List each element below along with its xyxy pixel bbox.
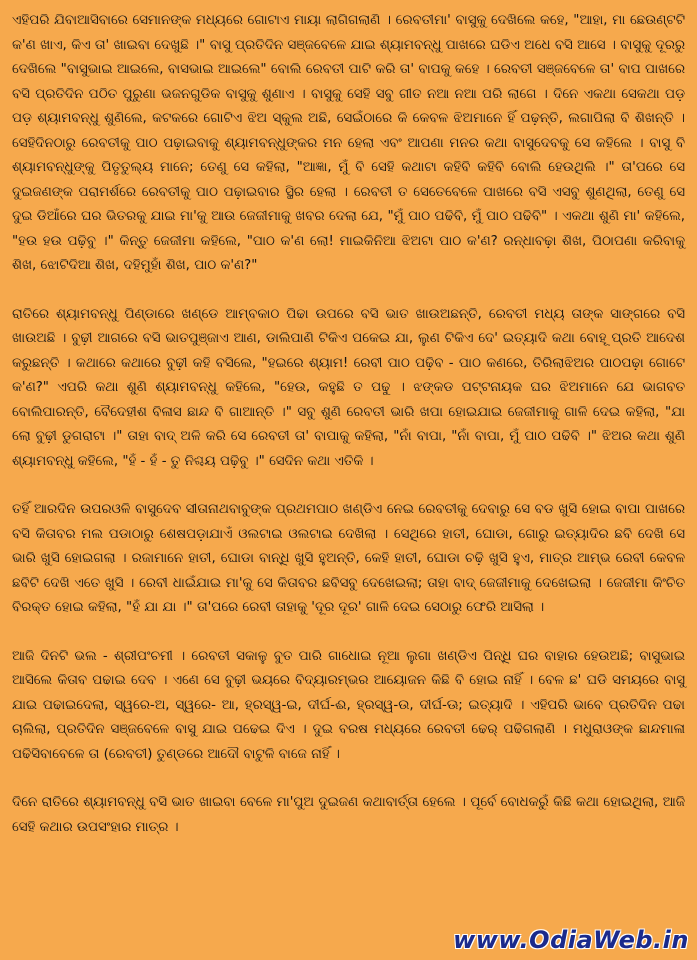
paragraph-gap [12, 474, 685, 498]
paragraph-gap [12, 767, 685, 791]
paragraph-2: ରାତିରେ ଶ୍ୟାମବନ୍ଧୁ ପିଣ୍ଡାରେ ଖଣ୍ଡେ ଆମ୍ବକାଠ ପିଢା ଉପରେ ବସି ଭାତ ଖାଉଅଛନ୍ତି, ରେବତୀ ମଧ୍ୟ ତାଙ୍କ ସାଙ୍ଗରେ ବସି ଖାଉଅଛି । ବୁଢ଼ୀ ଆଗରେ ବସି ଭାତପୁଞ୍ଜାଏ ଆଣ, ଡାଲିପାଣି ଟିକିଏ ପକେଇ ଯା, ଲୁଣ ଟିକିଏ ଦେ' ଇତ୍ୟାଦି କଥା ବୋହୂ ପ୍ରତି ଆଦେଶ କରୁଛନ୍ତି । କଥାରେ କଥାରେ ବୁଢ଼ୀ କହି ବସିଲେ, "ହଇରେ ଶ୍ୟାମ! ରେବୀ ପାଠ ପଢ଼ିବ - ପାଠ କଣରେ, ତିରିଲାଝିଅର ପାଠପଢ଼ା ଗୋଟେ କ'ଣ?" ଏପରି କଥା ଶୁଣି ଶ୍ୟାମବନ୍ଧୁ କହିଲେ, "ହେଉ, କହୁଛି ତ ପଢୁ । ଝଙ୍କଡ ପଟ୍ଟନାୟକ ଘର ଝିଅମାନେ ଯେ ଭାଗବତ ବୋଲିପାରନ୍ତି, ବୈଦେହୀଶ ବିଳାସ ଛାନ୍ଦ ବି ଗାଆନ୍ତି ।" ସବୁ ଶୁଣି ରେବତୀ ଭାରି ଖପା ହୋଇଯାଇ ଜେଜୀମାକୁ ଗାଳି ଦେଇ କହିଲା, "ଯା ଲୋ ବୁଢ଼ୀ ଡୁଗରାଟା ।" ତାହା ବାଦ୍ ଅଳି କରି ସେ ରେବତୀ ତା' ବାପାକୁ କହିଲା, "ନାଁ ବାପା, "ନାଁ ବାପା, ମୁଁ ପାଠ ପଢିବି ।" ଝିଅର କଥା ଶୁଣି ଶ୍ୟାମବନ୍ଧୁ କହିଲେ, "ହଁ - ହଁ - ତୁ ନିଶ୍ଚୟ ପଢ଼ିବୁ ।" ସେଦିନ କଥା ଏତିକି । [12, 306, 685, 469]
site-watermark: www.OdiaWeb.in [453, 926, 689, 954]
paragraph-1: ଏହିପରି ଯିବାଆସିବାରେ ସେମାନଙ୍କ ମଧ୍ୟରେ ଗୋଟାଏ ମାୟା ଲାଗିଗଲାଣି । ରେବତୀମା' ବାସୁକୁ ଦେଖିଲେ କହେ, "ଆହା, ମା ଛେଉଣ୍ଟଟି କ'ଣ ଖାଏ, କିଏ ତା' ଖାଇବା ଦେଖୁଛି ।" ବାସୁ ପ୍ରତିଦିନ ସଞ୍ଜବେଳେ ଯାଇ ଶ୍ୟାମବନ୍ଧୁ ପାଖରେ ଘଡିଏ ଅଧେ ବସି ଆସେ । ବାସୁକୁ ଦୂରରୁ ଦେଖିଲେ "ବାସୁଭାଇ ଆଇଲେ, ବାସଭାଇ ଆଇଲେ" ବୋଲି ରେବତୀ ପାଟି କରି ତା' ବାପକୁ କହେ । ରେବତୀ ସଞ୍ଜବେଳେ ତା' ବାପ ପାଖରେ ବସି ପ୍ରତିଦିନ ପଠିତ ପୁରୁଣା ଭଜନଗୁଡିକ ବାସୁକୁ ଶୁଣାଏ । ବାସୁକୁ ସେହି ସବୁ ଗୀତ ନଆ ନଆ ପରି ଲାଗେ । ଦିନେ ଏକଥା ସେକଥା ପଡ଼ ପଡ଼ ଶ୍ୟାମବନ୍ଧୁ ଶୁଣିଲେ, କଟକରେ ଗୋଟିଏ ଝିଅ ସ୍କୁଲ ଅଛି, ସେଇଁଠାରେ କି କେବଳ ଝିଅମାନେ ହିଁ ପଢ଼ନ୍ତି, ଲଗାପିଲା ବି ଶିଖନ୍ତି । ସେହିଦିନଠାରୁ ରେବତୀକୁ ପାଠ ପଢ଼ାଇବାକୁ ଶ୍ୟାମବନ୍ଧୁଙ୍କର ମନ ହେଲା ଏବଂ ଆପଣା ମନର କଥା ବାସୁଦେବକୁ ସେ କହିଲେ । ବାସୁ ବି ଶ୍ୟାମବନ୍ଧୁଙ୍କୁ ପିତୃତୁଲ୍ୟ ମାନେ; ତେଣୁ ସେ କହିଲା, "ଆଜ୍ଞା, ମୁଁ ବି ସେହି କଥାଟା କହିବି କହିବି ବୋଲି ହେଉଥିଲି ।" ତା'ପରେ ସେ ଦୁଇଜଣଙ୍କ ପରାମର୍ଶରେ ରେବତୀକୁ ପାଠ ପଢ଼ାଇବାର ସ୍ଥିର ହେଲା । ରେବତୀ ତ ସେତେବେଳେ ପାଖରେ ବସି ଏସବୁ ଶୁଣଥିଲା, ତେଣୁ ସେ ଦୁଇ ଡିଆଁରେ ଘର ଭିତରକୁ ଯାଇ ମା'କୁ ଆଉ ଜେଜୀମାକୁ ଖବର ଦେଲା ଯେ, "ମୁଁ ପାଠ ପଢିବି, ମୁଁ ପାଠ ପଢିବି" । ଏକଥା ଶୁଣି ମା' କହିଲେ, "ହଉ ହଉ ପଢ଼ିବୁ ।" କିନ୍ତୁ ଜେଜୀମା କହିଲେ, "ପାଠ କ'ଣ ଲୋ! ମାଇକିନିଆ ଝିଅଟା ପାଠ କ'ଣ? ରନ୍ଧାବଢ଼ା ଶିଖ, ପିଠାପଣା କରିବାକୁ ଶିଖ, ଝୋଟିଦିଆ ଶିଖ, ଦହିମୁହାଁ ଶିଖ, ପାଠ କ'ଣ?" [12, 13, 685, 273]
paragraph-5: ଦିନେ ରାତିରେ ଶ୍ୟାମବନ୍ଧୁ ବସି ଭାତ ଖାଇବା ବେଳେ ମା'ପୁଅ ଦୁଇଜଣ କଥାବାର୍ତ୍ତା ହେଲେ । ପୂର୍ବେ ବୋଧକରୁଁ କିଛି କଥା ହୋଇଥିଲା, ଆଜି ସେହି କଥାର ଉପସଂହାର ମାତ୍ର । [12, 795, 685, 835]
paragraph-gap [12, 279, 685, 303]
paragraph-4: ଆଜି ଦିନଟି ଭଲ - ଶ୍ରୀପଂଚମୀ । ରେବତୀ ସକାଳୁ ବୁତ ପାରି ଗାଧୋଇ ନୂଆ ଲୁଗା ଖଣ୍ଡିଏ ପିନ୍ଧି ଘର ବାହାର ହେଉଅଛି; ବାସୁଭାଇ ଆସିଲେ କିତାବ ପଢାଇ ଦେବ । ଏଣେ ସେ ବୁଢ଼ୀ ଭୟରେ ବିଦ୍ୟାରମ୍ଭର ଆୟୋଜନ କିଛି ବି ହୋଇ ନାହିଁ । ବେଳ ଛ' ଘଡି ସମୟରେ ବାସୁ ଯାଇ ପଢାଇଦେଲା, ସ୍ୱରେ-ଅ, ସ୍ୱରେ- ଆ, ହ୍ରସ୍ୱ-ଇ, ଦୀର୍ଘ-ଈ, ହ୍ରସ୍ୱ-ଉ, ଦୀର୍ଘ-ଊ; ଇତ୍ୟାଦି । ଏହିପରି ଭାବେ ପ୍ରତିଦିନ ପଢା ଚାଲିଲା, ପ୍ରତିଦିନ ସଞ୍ଜବେଳେ ବାସୁ ଯାଇ ପଢେଇ ଦିଏ । ଦୁଇ ବରଷ ମଧ୍ୟରେ ରେବତୀ ଢେର୍ ପଢିଗଲାଣି । ମଧୁରାଓଙ୍କ ଛାନ୍ଦମାଳା ପଢିସିବାବେଳେ ତା (ରେବତୀ) ତୁଣ୍ଡରେ ଆଦୌ ବାଟୁଳି ବାଜେ ନାହିଁ । [12, 648, 685, 762]
paragraph-3: ତହିଁ ଆରଦିନ ଉପରଓଳି ବାସୁଦେବ ସୀତାନାଥବାବୁଙ୍କ ପ୍ରଥମପାଠ ଖଣ୍ଡିଏ ନେଇ ରେବତୀକୁ ଦେବାରୁ ସେ ବଡ ଖୁସି ହୋଇ ବାପା ପାଖରେ ବସି କିତାବର ମଲ ପଡାଠାରୁ ଶେଷପଡ଼ାଯାଏଁ ଓଲଟାଇ ଓଲଟାଇ ଦେଖିଲା । ସେଥିରେ ହାତୀ, ଘୋଡା, ଗୋରୁ ଇତ୍ୟାଦିର ଛବି ଦେଖି ସେ ଭାରି ଖୁସି ହୋଇଗଲା । ରଜାମାନେ ହାତୀ, ଘୋଡା ବାନ୍ଧି ଖୁସି ହୁଅନ୍ତି, କେହି ହାତୀ, ଘୋଡା ଚଢ଼ି ଖୁସି ହୁଏ, ମାତ୍ର ଆମ୍ଭ ରେବୀ କେବଳ ଛବିଟି ଦେଖି ଏତେ ଖୁସି । ରେବୀ ଧାଇଁଯାଇ ମା'କୁ ସେ କିତାବର ଛବିସବୁ ଦେଖେଇଲା; ତାହା ବାଦ୍ ଜେଜୀମାକୁ ଦେଖେଇଲା । ଜେଜୀମା କିଂଚିତ ବିରକ୍ତ ହୋଇ କହିଲା, "ହଁ ଯା ଯା ।" ତା'ପରେ ରେବୀ ତାହାକୁ 'ଦୂର ଦୂର' ଗାଳି ଦେଇ ସେଠାରୁ ଫେରି ଆସିଲା । [12, 502, 685, 615]
paragraph-gap [12, 621, 685, 645]
